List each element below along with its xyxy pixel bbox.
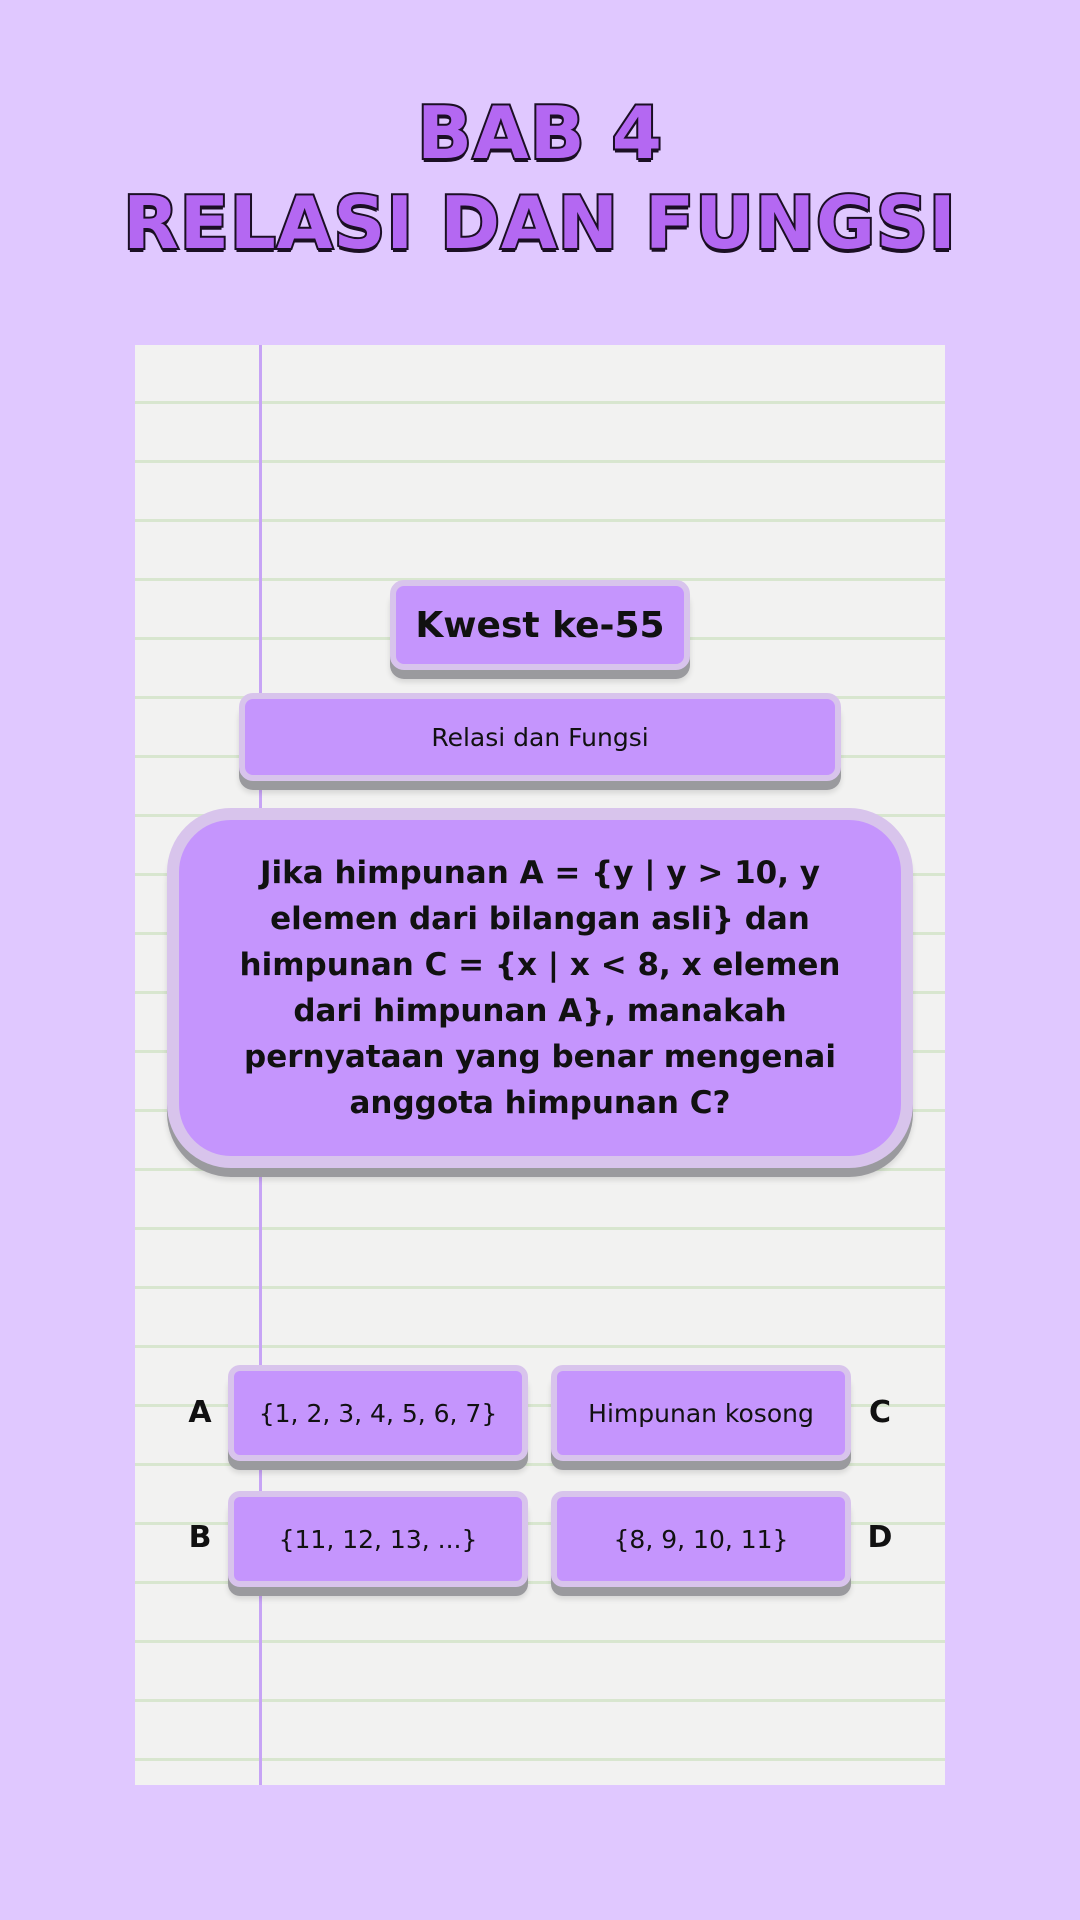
quest-number-badge: Kwest ke-55 (390, 580, 690, 670)
option-d-letter: D (867, 1520, 893, 1555)
option-b-letter: B (188, 1520, 212, 1555)
chapter-title: BAB 4 (417, 91, 663, 175)
answer-option-a-button[interactable]: {1, 2, 3, 4, 5, 6, 7} (228, 1365, 528, 1461)
answer-option-b-button[interactable]: {11, 12, 13, ...} (228, 1491, 528, 1587)
chapter-subtitle: RELASI DAN FUNGSI (123, 181, 957, 265)
topic-badge: Relasi dan Fungsi (239, 693, 841, 781)
answer-option-d-button[interactable]: {8, 9, 10, 11} (551, 1491, 851, 1587)
answer-option-c-button[interactable]: Himpunan kosong (551, 1365, 851, 1461)
question-box: Jika himpunan A = {y | y > 10, y elemen dari bilangan asli} dan himpunan C = {x | x < 8, x elemen dari himpunan A}, manakah pernyataan yang benar mengenai anggota himpunan C? (167, 808, 913, 1168)
option-a-letter: A (188, 1395, 212, 1430)
option-c-letter: C (868, 1395, 892, 1430)
